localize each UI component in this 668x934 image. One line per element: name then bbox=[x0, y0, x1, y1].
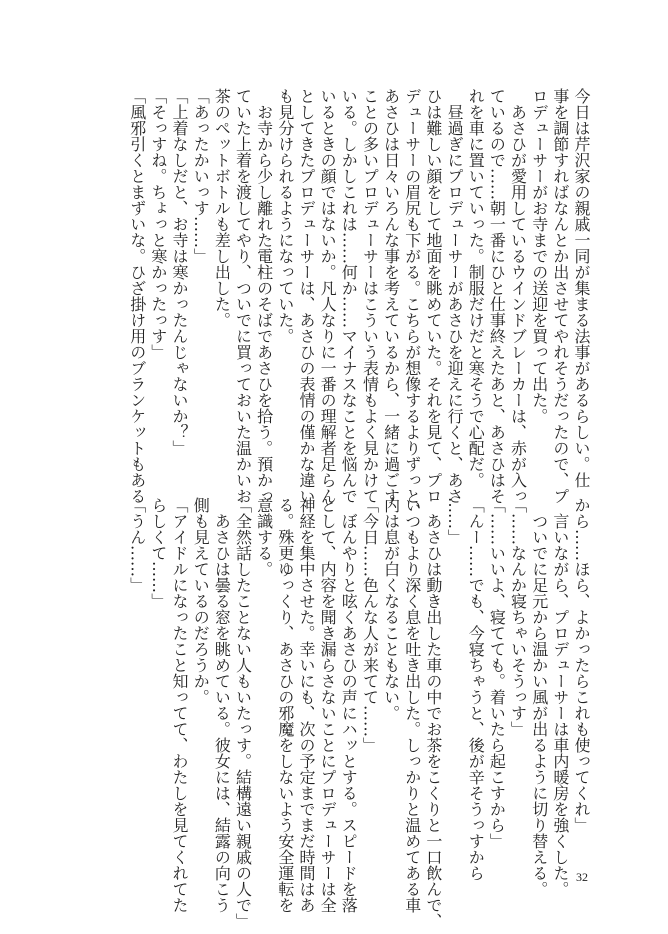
text-line: ロデューサーがお寺までの送迎を買って出た。 bbox=[529, 88, 549, 424]
text-line: あさひが愛用しているウインドブレーカーは、赤が入っ bbox=[508, 88, 528, 504]
text-line: 意識する。 bbox=[254, 497, 274, 577]
text-line: あさひは日々いろんな事を考えているから、一緒に過ごす bbox=[381, 88, 401, 504]
text-line: 茶のペットボトルも差し出した。 bbox=[212, 88, 232, 328]
text-line: お寺から少し離れた電柱のそばであさひを拾う。預かっ bbox=[254, 88, 274, 504]
text-line: あさひは曇る窓を眺めている。彼女には、結露の向こう bbox=[212, 497, 232, 913]
text-line: 側も見えているのだろうか。 bbox=[191, 497, 211, 705]
text-line: いつもより深く息を吐き出した。しっかりと温めてある車 bbox=[402, 497, 422, 913]
text-line: る。殊更ゆっくり、あさひの邪魔をしないよう安全運転を bbox=[275, 497, 295, 913]
text-line: から……ほら、よかったらこれも使ってくれ」 bbox=[572, 497, 591, 833]
text-line: として、内容を聞き漏らさないことにプロデューサーは全 bbox=[318, 497, 338, 913]
text-line: ……」 bbox=[445, 497, 465, 545]
text-line: 「んー……でも、今寝ちゃうと、後が辛そうっすから bbox=[466, 497, 486, 881]
text-line: いるときの顔ではないか。凡人なりに一番の理解者足らん bbox=[318, 88, 338, 504]
text-line: 「上着なしだと、お寺は寒かったんじゃないか？」 bbox=[170, 88, 190, 456]
text-line: 「今日……色んな人が来てて……」 bbox=[360, 497, 380, 753]
text-line: 昼過ぎにプロデューサーがあさひを迎えに行くと、あさ bbox=[445, 88, 465, 504]
text-line: 言いながら、プロデューサーは車内暖房を強くした。 bbox=[550, 497, 570, 897]
text-line: いる。しかしこれは……何か……マイナスなことを悩んで bbox=[339, 88, 359, 504]
upper-text-block bbox=[127, 88, 592, 520]
text-line: ぼんやりと呟くあさひの声にハッとする。スピードを落 bbox=[339, 497, 359, 913]
text-line: ているので……朝一番にひと仕事終えたあと、あさひはそ bbox=[487, 88, 507, 504]
text-line: 事を調節すればなんとか出させてやれそうだったので、プ bbox=[550, 88, 570, 504]
text-line: 「そっすね。ちょっと寒かったっす」 bbox=[148, 88, 168, 360]
text-line: 神経を集中させた。幸いにも、次の予定までまだ時間はあ bbox=[296, 497, 316, 913]
text-line: 「風邪引くとまずいな。ひざ掛け用のブランケットもある bbox=[127, 88, 147, 504]
text-line: 内は息が白くなることもない。 bbox=[381, 497, 401, 721]
text-line: れを車に置いていった。制服だけだと寒そうで心配だ。 bbox=[466, 88, 486, 488]
text-line: 「……なんか寝ちゃいそうっす」 bbox=[508, 497, 528, 737]
text-line: 今日は芹沢家の親戚一同が集まる法事があるらしい。仕 bbox=[572, 88, 591, 488]
text-line: 「あったかいっす……」 bbox=[191, 88, 211, 264]
text-line: ひは難しい顔をして地面を眺めていた。それを見て、プロ bbox=[423, 88, 443, 504]
text-line: 「全然話したことない人もいたっす。結構遠い親戚の人で」 bbox=[233, 497, 253, 929]
text-line: 「アイドルになったこと知ってて、わたしを見てくれてた bbox=[170, 497, 190, 913]
text-line: 「うん……」 bbox=[127, 497, 147, 593]
text-line: デューサーの眉尻も下がる。こちらが想像するよりずっと、 bbox=[402, 88, 422, 520]
text-line: 「……いいよ、寝てても。着いたら起こすから」 bbox=[487, 497, 507, 849]
text-line: ていた上着を渡してやり、ついでに買っておいた温かいお bbox=[233, 88, 253, 504]
text-line: ことの多いプロデューサーはこういう表情もよく見かけて bbox=[360, 88, 380, 504]
text-line: も見分けられるようになっていた。 bbox=[275, 88, 295, 344]
page-number: 32 bbox=[576, 870, 588, 884]
text-line: としてきたプロデューサーは、あさひの表情の僅かな違い bbox=[296, 88, 316, 504]
text-line: あさひは動き出した車の中でお茶をこくりと一口飲んで、 bbox=[423, 497, 443, 929]
text-line: らしくて……」 bbox=[148, 497, 168, 609]
text-line: ついでに足元から温かい風が出るように切り替える。 bbox=[529, 497, 549, 897]
